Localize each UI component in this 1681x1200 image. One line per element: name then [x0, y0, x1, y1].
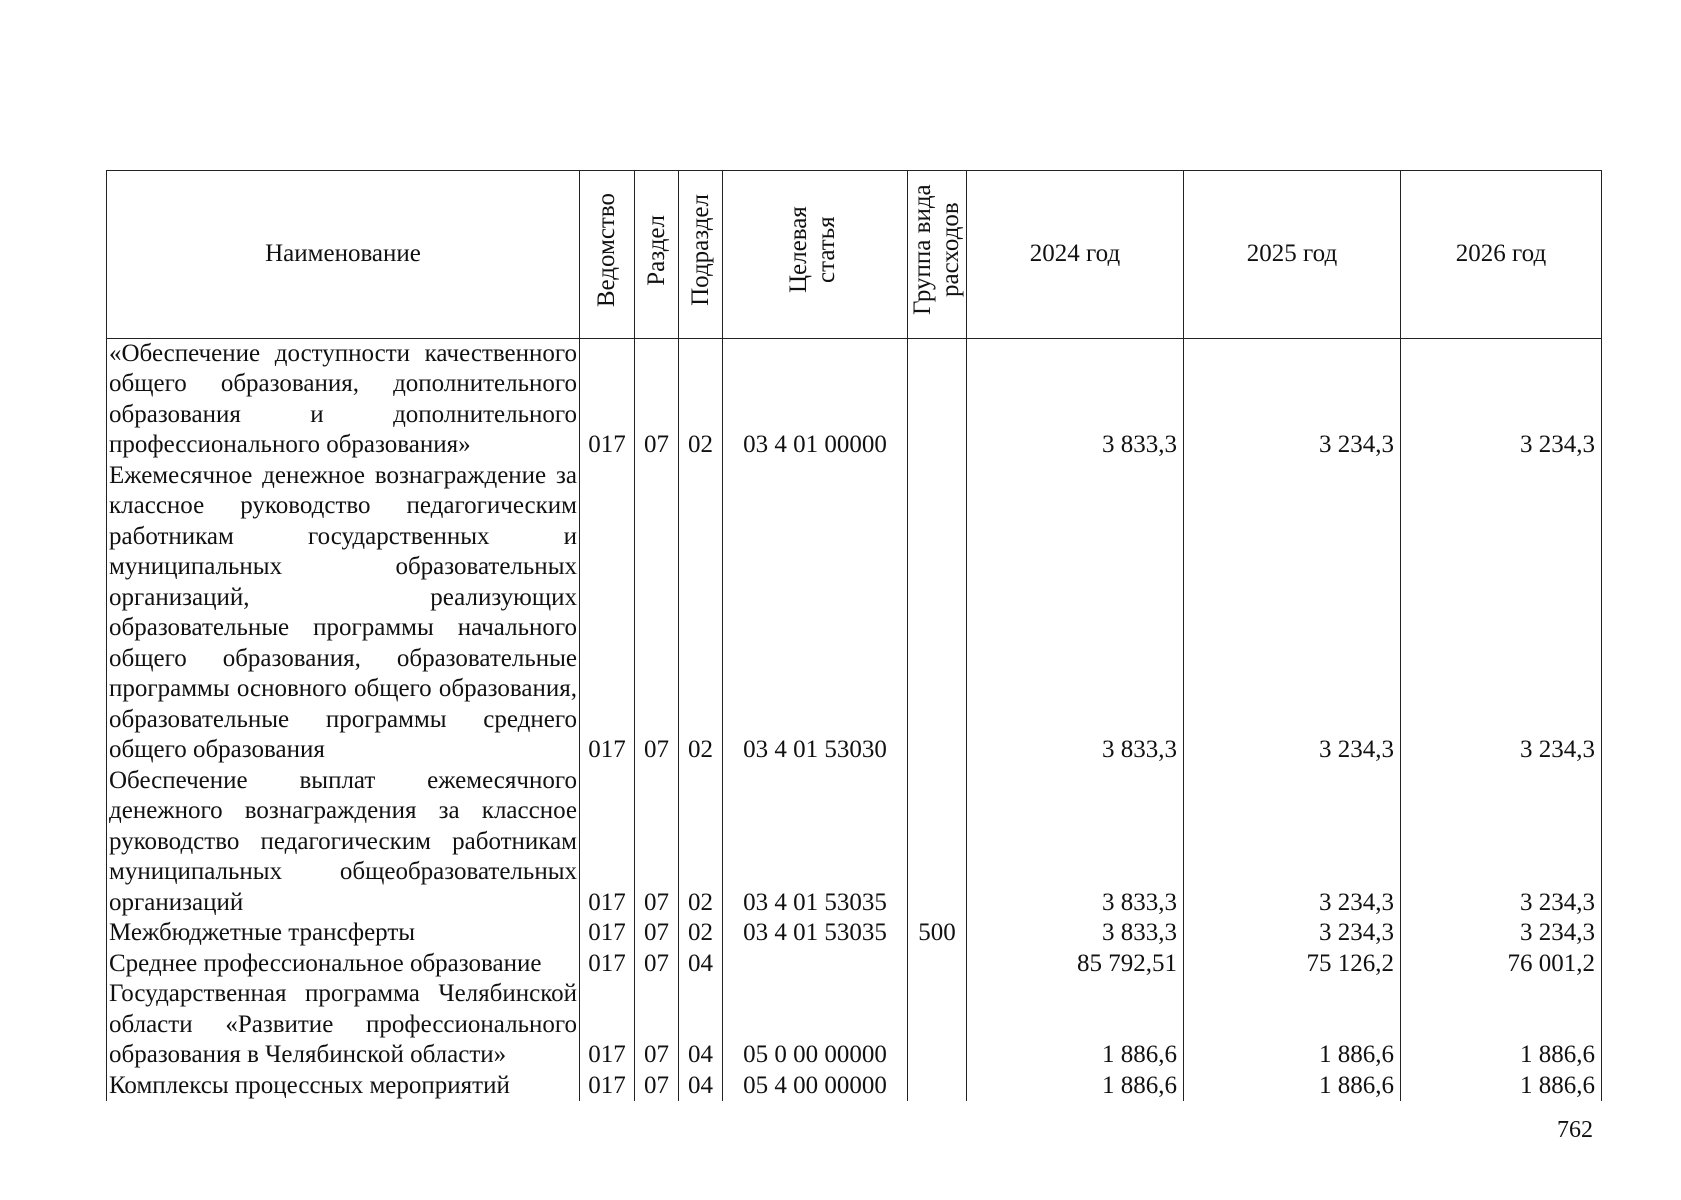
row-expense-group [908, 1071, 967, 1102]
row-amount-2025: 3 234,3 [1184, 461, 1401, 766]
row-expense-group [908, 766, 967, 919]
row-expense-group [908, 461, 967, 766]
row-amount-2025: 3 234,3 [1184, 338, 1401, 461]
row-department: 017 [580, 918, 635, 949]
row-subsection: 04 [679, 979, 723, 1071]
row-department: 017 [580, 766, 635, 919]
row-name: Ежемесячное денежное вознаграждение за классное руководство педагогическим работникам государственных и муниципальных образовательных организаций, реализующих образовательные программы начального общего образования, образовательные программы основного общего образования, образовательные программы среднего общего образования [107, 461, 580, 766]
row-subsection: 02 [679, 766, 723, 919]
row-subsection: 02 [679, 918, 723, 949]
row-expense-group [908, 949, 967, 980]
header-target-item: Целевая статья [723, 171, 908, 339]
table-row [107, 461, 1602, 766]
table-body [107, 338, 1602, 1101]
row-name: Среднее профессиональное образование [107, 949, 580, 980]
row-section: 07 [635, 949, 679, 980]
budget-table [106, 170, 1602, 1101]
row-department: 017 [580, 461, 635, 766]
header-2025: 2025 год [1184, 171, 1401, 339]
row-name: Межбюджетные трансферты [107, 918, 580, 949]
row-target-item: 03 4 01 53035 [723, 766, 908, 919]
row-target-item: 03 4 01 53030 [723, 461, 908, 766]
row-amount-2024: 1 886,6 [967, 979, 1184, 1071]
row-amount-2026: 76 001,2 [1401, 949, 1602, 980]
row-section: 07 [635, 918, 679, 949]
row-target-item: 03 4 01 00000 [723, 338, 908, 461]
row-amount-2025: 1 886,6 [1184, 979, 1401, 1071]
table-row [107, 766, 1602, 919]
row-amount-2025: 3 234,3 [1184, 918, 1401, 949]
row-amount-2026: 3 234,3 [1401, 918, 1602, 949]
row-amount-2026: 3 234,3 [1401, 766, 1602, 919]
row-expense-group [908, 979, 967, 1071]
row-section: 07 [635, 461, 679, 766]
row-amount-2024: 85 792,51 [967, 949, 1184, 980]
row-subsection: 02 [679, 461, 723, 766]
row-subsection: 04 [679, 1071, 723, 1102]
row-name: «Обеспечение доступности качественного общего образования, дополнительного образования и дополнительного профессионального образования» [107, 338, 580, 461]
row-amount-2024: 3 833,3 [967, 766, 1184, 919]
table-row [107, 918, 1602, 949]
row-section: 07 [635, 1071, 679, 1102]
row-amount-2024: 3 833,3 [967, 918, 1184, 949]
table-row [107, 338, 1602, 461]
row-expense-group [908, 338, 967, 461]
row-section: 07 [635, 979, 679, 1071]
row-section: 07 [635, 338, 679, 461]
header-department: Ведомство [580, 171, 635, 339]
row-name: Комплексы процессных мероприятий [107, 1071, 580, 1102]
row-name: Обеспечение выплат ежемесячного денежного вознаграждения за классное руководство педагогическим работникам муниципальных общеобразовательных организаций [107, 766, 580, 919]
row-amount-2026: 3 234,3 [1401, 461, 1602, 766]
row-expense-group: 500 [908, 918, 967, 949]
table-row [107, 949, 1602, 980]
row-amount-2025: 3 234,3 [1184, 766, 1401, 919]
row-name: Государственная программа Челябинской области «Развитие профессионального образования в Челябинской области» [107, 979, 580, 1071]
header-2024: 2024 год [967, 171, 1184, 339]
row-department: 017 [580, 979, 635, 1071]
row-amount-2026: 3 234,3 [1401, 338, 1602, 461]
row-amount-2024: 3 833,3 [967, 338, 1184, 461]
row-department: 017 [580, 1071, 635, 1102]
row-target-item: 03 4 01 53035 [723, 918, 908, 949]
header-expense-group: Группа вида расходов [908, 171, 967, 339]
row-target-item [723, 949, 908, 980]
table-row [107, 979, 1602, 1071]
row-department: 017 [580, 949, 635, 980]
row-amount-2024: 1 886,6 [967, 1071, 1184, 1102]
row-subsection: 04 [679, 949, 723, 980]
row-amount-2026: 1 886,6 [1401, 979, 1602, 1071]
row-subsection: 02 [679, 338, 723, 461]
page-number: 762 [1557, 1117, 1593, 1143]
row-amount-2026: 1 886,6 [1401, 1071, 1602, 1102]
header-subsection: Подраздел [679, 171, 723, 339]
row-section: 07 [635, 766, 679, 919]
row-target-item: 05 0 00 00000 [723, 979, 908, 1071]
row-amount-2025: 1 886,6 [1184, 1071, 1401, 1102]
header-name: Наименование [107, 171, 580, 339]
header-section: Раздел [635, 171, 679, 339]
row-department: 017 [580, 338, 635, 461]
table-row [107, 1071, 1602, 1102]
row-amount-2025: 75 126,2 [1184, 949, 1401, 980]
row-target-item: 05 4 00 00000 [723, 1071, 908, 1102]
header-2026: 2026 год [1401, 171, 1602, 339]
row-amount-2024: 3 833,3 [967, 461, 1184, 766]
header-row [107, 171, 1602, 339]
